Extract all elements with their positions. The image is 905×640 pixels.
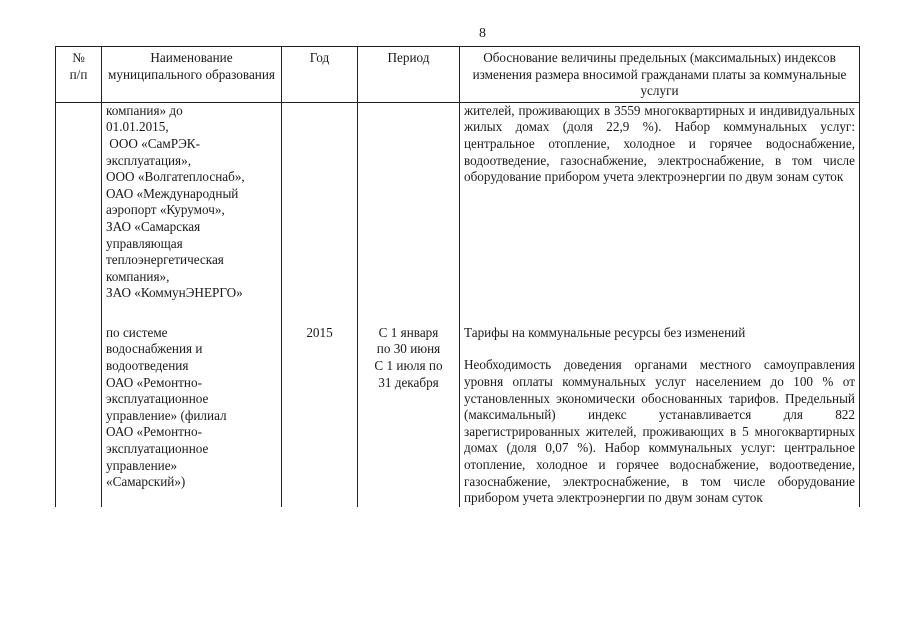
municipality-line: аэропорт «Курумоч», [106, 202, 225, 218]
year-cell [282, 102, 358, 325]
municipality-line: компания», [106, 268, 170, 284]
municipality-line: ЗАО «КоммунЭНЕРГО» [106, 285, 243, 301]
period-line: С 1 июля по [374, 357, 443, 373]
period-line: по 30 июня [376, 341, 441, 357]
municipality-line: компания» до [106, 102, 183, 118]
table-header-row [56, 47, 860, 103]
header-municipality: Наименование муниципального образования [102, 47, 282, 103]
period-line: 31 декабря [378, 374, 439, 390]
municipality-line: теплоэнергетическая [106, 252, 224, 268]
municipality-line: водоотведения [106, 357, 189, 373]
header-period: Период [358, 47, 460, 103]
basis-cell [460, 102, 860, 325]
municipality-line: эксплуатация», [106, 152, 192, 168]
municipality-cell [102, 102, 282, 325]
municipality-line: 01.01.2015, [106, 119, 169, 135]
municipality-line: эксплуатационное [106, 440, 209, 456]
basis-paragraph: Тарифы на коммунальные ресурсы без изменений [464, 324, 746, 340]
basis-paragraph: жителей, проживающих в 3559 многоквартирных и индивидуальных жилых домах (доля 22,9 %). Набор коммунальных услуг: центральное отопление, холодное и горячее водоснабжение, водоотведение, газоснабжение, электроснабжение, в том числе оборудование прибором учета электроэнергии по двум зонам суток [464, 102, 855, 185]
municipality-line: водоснабжения и [106, 341, 203, 357]
municipality-line: «Самарский») [106, 474, 186, 490]
municipality-line: ОАО «Ремонтно- [106, 424, 202, 440]
row-number-cell [56, 325, 102, 507]
municipality-line: ЗАО «Самарская [106, 218, 201, 234]
period-line: С 1 января [378, 324, 439, 340]
year-cell: 2015 [282, 325, 358, 507]
municipality-line: ОАО «Ремонтно- [106, 374, 202, 390]
municipality-line: управляющая [106, 235, 183, 251]
table-row [56, 325, 860, 507]
tariff-index-table [55, 46, 860, 507]
basis-cell [460, 325, 860, 507]
municipality-cell [102, 325, 282, 507]
municipality-line: управление» (филиал [106, 407, 227, 423]
municipality-line: ООО «Волгатеплоснаб», [106, 169, 245, 185]
municipality-line: эксплуатационное [106, 391, 209, 407]
municipality-line: ОАО «Международный [106, 185, 239, 201]
header-number: № п/п [56, 47, 102, 103]
header-year: Год [282, 47, 358, 103]
municipality-line: ООО «СамРЭК- [106, 135, 200, 151]
header-basis: Обоснование величины предельных (максимальных) индексов изменения размера вносимой гражданами платы за коммунальные услуги [460, 47, 860, 103]
table-row [56, 102, 860, 325]
municipality-line: управление» [106, 457, 178, 473]
basis-paragraph: Необходимость доведения органами местного самоуправления уровня оплаты коммунальных услуг населением до 100 % от установленных экономически обоснованных тарифов. Предельный (максимальный) индекс устанавливается для 822 зарегистрированных жителей, проживающих в 5 многоквартирных домах (доля 0,07 %). Набор коммунальных услуг: центральное отопление, холодное и горячее водоснабжение, водоотведение, газоснабжение, электроснабжение, в том числе оборудование прибором учета электроэнергии по двум зонам суток [464, 357, 855, 506]
page-number: 8 [479, 26, 486, 41]
row-number-cell [56, 102, 102, 325]
municipality-line: по системе [106, 324, 168, 340]
period-cell [358, 325, 460, 507]
period-cell [358, 102, 460, 325]
